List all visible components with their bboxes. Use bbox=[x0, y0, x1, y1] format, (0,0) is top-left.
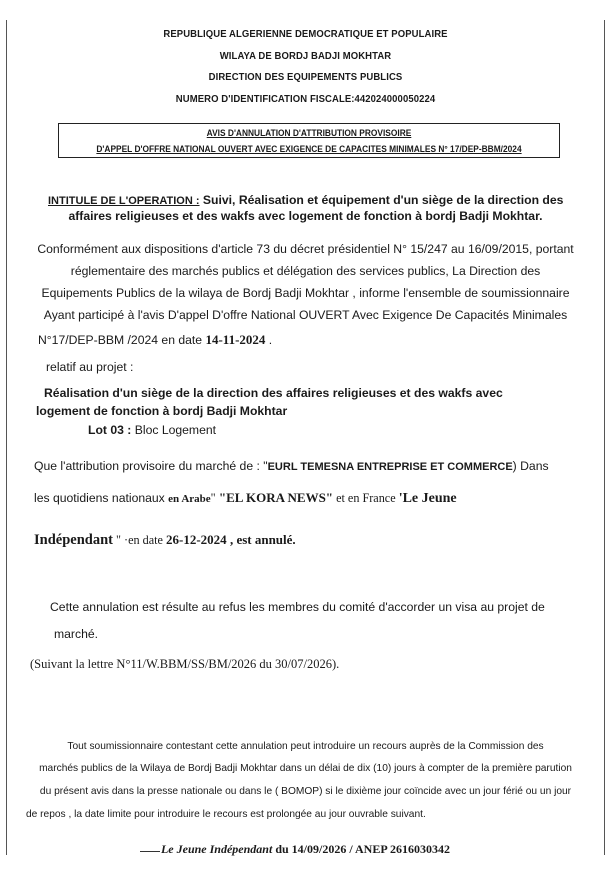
operation-label: INTITULE DE L'OPERATION : bbox=[48, 195, 200, 207]
company-name: EURL TEMESNA ENTREPRISE ET COMMERCE bbox=[267, 461, 513, 473]
recours-line-1: Tout soumissionnaire contestant cette annulation peut introduire un recours auprès de la Commission des bbox=[67, 741, 544, 752]
lot-line bbox=[88, 421, 216, 439]
tender-date: 14-11-2024 bbox=[205, 332, 266, 347]
newspapers-text: les quotidiens nationaux bbox=[34, 491, 169, 505]
annulation-line-1: Cette annulation est résulte au refus les membres du comité d'accorder un visa au projet de bbox=[50, 600, 545, 614]
recours-line-3: du présent avis dans la presse nationale ou dans le ( BOMOP) si le dixième jour coïncide avec un jour férié ou un jour bbox=[39, 786, 572, 797]
operation-text-1: Suivi, Réalisation et équipement d'un siège de la direction des bbox=[199, 193, 564, 207]
body-line-4: Ayant participé à l'avis D'appel D'offre National OUVERT Avec Exigence De Capacités Minimales bbox=[43, 308, 568, 322]
arabic-label: en Arabe bbox=[168, 493, 211, 505]
body-line-2: réglementaire des marchés publics et délégation des services publics, La Direction des bbox=[70, 264, 541, 278]
operation-text-2: affaires religieuses et des wakfs avec logement de fonction à bordj Badji Mokhtar. bbox=[68, 209, 543, 223]
france-text: et en France bbox=[333, 491, 399, 505]
tender-ref: N°17/DEP-BBM /2024 en date bbox=[38, 333, 206, 347]
body-line-3: Equipements Publics de la wilaya de Bordj Badji Mokhtar , informe l'ensemble de soumissionnaire bbox=[41, 286, 570, 300]
header-direction: DIRECTION DES EQUIPEMENTS PUBLICS bbox=[208, 72, 403, 83]
quote-mark: " bbox=[210, 491, 216, 505]
title-line-2: D'APPEL D'OFFRE NATIONAL OUVERT AVEC EXIGENCE DE CAPACITES MINIMALES N° 17/DEP-BBM/2024 bbox=[96, 144, 522, 155]
attribution-line-3 bbox=[34, 531, 296, 549]
attribution-text: Que l'attribution provisoire du marché de : " bbox=[34, 459, 268, 473]
newspaper-le-jeune: 'Le Jeune bbox=[398, 491, 457, 506]
body-line-5-end: . bbox=[265, 333, 273, 347]
letter-reference: (Suivant la lettre N°11/W.BBM/SS/BM/2026 du 30/07/2026). bbox=[30, 657, 340, 671]
project-line-1: Réalisation d'un siège de la direction des affaires religieuses et des wakfs avec bbox=[44, 386, 503, 400]
attribution-line-2 bbox=[34, 489, 457, 508]
lot-text: Bloc Logement bbox=[131, 423, 217, 437]
attribution-line-1 bbox=[34, 457, 549, 476]
date-text: " ·en date bbox=[112, 533, 167, 547]
recours-line-2: marchés publics de la Wilaya de Bordj Badji Mokhtar dans un délai de dix (10) jours à compter de la première parution bbox=[39, 763, 572, 774]
header-republic: REPUBLIQUE ALGERIENNE DEMOCRATIQUE ET POPULAIRE bbox=[163, 29, 448, 40]
footer-publication bbox=[0, 842, 611, 857]
newspaper-independant: Indépendant bbox=[34, 532, 113, 548]
attribution-date: 26-12-2024 bbox=[166, 532, 227, 547]
newspaper-el-kora: "EL KORA NEWS" bbox=[215, 490, 334, 505]
lot-label: Lot 03 : bbox=[88, 423, 132, 437]
body-line-1: Conformément aux dispositions d'article 73 du décret présidentiel N° 15/247 au 16/09/2015, portant bbox=[37, 242, 574, 256]
title-line-1: AVIS D'ANNULATION D'ATTRIBUTION PROVISOIRE bbox=[206, 128, 412, 139]
project-line-2: logement de fonction à bordj Badji Mokhtar bbox=[36, 404, 288, 418]
footer-ref: du 14/09/2026 / ANEP 2616030342 bbox=[272, 842, 451, 856]
annulled-text: , est annulé. bbox=[226, 532, 296, 547]
recours-line-4: de repos , la date limite pour introduire le recours est prolongée au jour ouvrable suivant. bbox=[26, 809, 426, 820]
body-line-5 bbox=[38, 331, 272, 349]
annulation-line-2: marché. bbox=[54, 627, 99, 641]
header-nif: NUMERO D'IDENTIFICATION FISCALE:442024000050224 bbox=[175, 94, 436, 105]
header-wilaya: WILAYA DE BORDJ BADJI MOKHTAR bbox=[219, 51, 392, 62]
title-box bbox=[58, 123, 560, 158]
relatif-label: relatif au projet : bbox=[46, 360, 134, 374]
footer-journal: Le Jeune Indépendant bbox=[160, 842, 273, 856]
attribution-dans: ) Dans bbox=[512, 459, 549, 473]
